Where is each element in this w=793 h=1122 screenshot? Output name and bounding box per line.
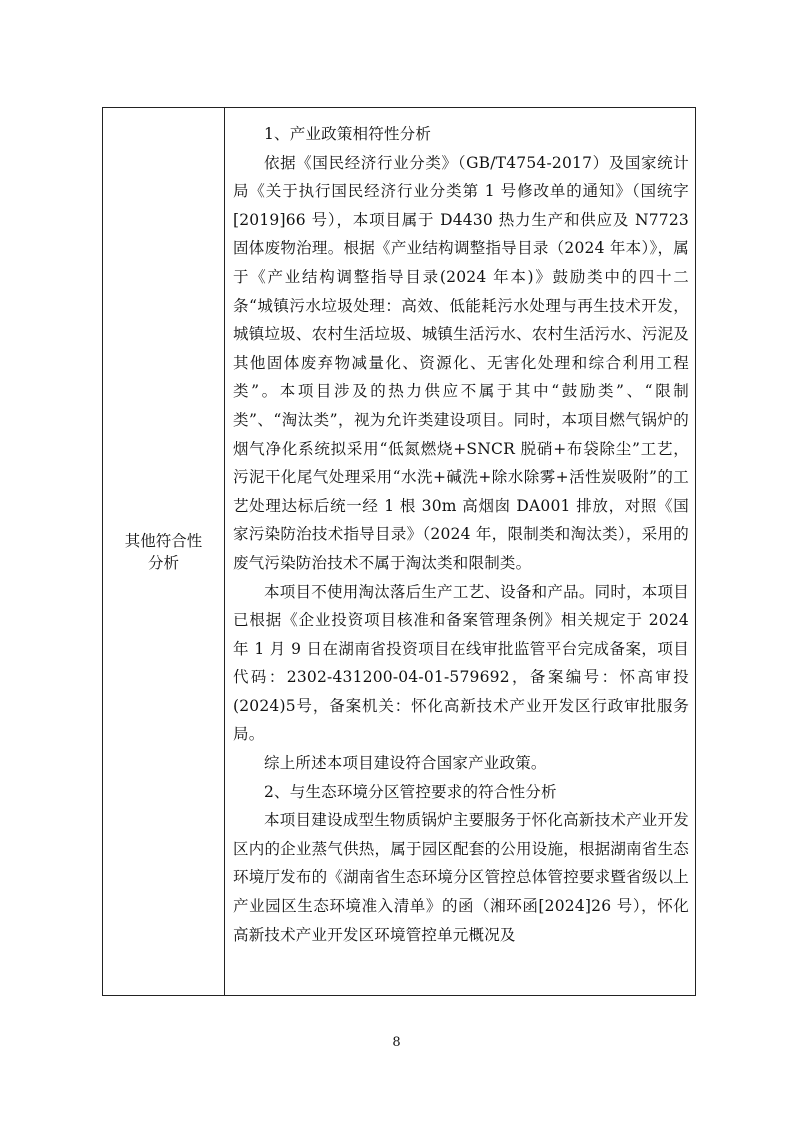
column-divider [224, 108, 225, 995]
section-heading-industrial-policy: 1、产业政策相符性分析 [264, 125, 432, 143]
paragraph-conclusion: 综上所述本项目建设符合国家产业政策。 [264, 754, 547, 773]
paragraph-ecological-zoning: 本项目建设成型生物质锅炉主要服务于怀化高新技术产业开发区内的企业蒸气供热，属于园区配套的公用设施，根据湖南省生态环境厅发布的《湖南省生态环境分区管控总体管控要求暨省级以上产业园区生态环境准入清单》的函（湘环函[2024]26 号），怀化高新技术产业开发区环境管控单元概况及 [233, 811, 689, 944]
content-table [102, 107, 696, 996]
row-header-line2: 分析 [147, 553, 179, 572]
row-header-cell [103, 108, 224, 995]
row-header-line1: 其他符合性 [124, 531, 203, 550]
paragraph-filing-info: 本项目不使用淘汰落后生产工艺、设备和产品。同时，本项目已根据《企业投资项目核准和备案管理条例》相关规定于 2024 年 1 月 9 日在湖南省投资项目在线审批监管平台完成备案，项目代码：2302-431200-04-01-579692，备案编号：怀高审投(2024)5号，备案机关：怀化高新技术产业开发区行政审批服务局。 [233, 582, 689, 744]
section-heading-ecological-zoning: 2、与生态环境分区管控要求的符合性分析 [264, 782, 557, 801]
paragraph-industry-classification: 依据《国民经济行业分类》（GB/T4754-2017）及国家统计局《关于执行国民经济行业分类第 1 号修改单的通知》（国统字[2019]66 号），本项目属于 D4430 热力生产和供应及 N7723 固体废物治理。根据《产业结构调整指导目录（2024 年本）》，属于《产业结构调整指导目录(2024 年本)》鼓励类中的四十二条“城镇污水垃圾处理：高效、低能耗污水处理与再生技术开发，城镇垃圾、农村生活垃圾、城镇生活污水、农村生活污水、污泥及其他固体废弃物减量化、资源化、无害化处理和综合利用工程类”。本项目涉及的热力供应不属于其中“鼓励类”、“限制类”、“淘汰类”，视为允许类建设项目。同时，本项目燃气锅炉的烟气净化系统拟采用“低氮燃烧+SNCR 脱硝+布袋除尘”工艺，污泥干化尾气处理采用“水洗+碱洗+除水除雾+活性炭吸附”的工艺处理达标后统一经 1 根 30m 高烟囱 DA001 排放，对照《国家污染防治技术指导目录》（2024 年，限制类和淘汰类），采用的废气污染防治技术不属于淘汰类和限制类。 [233, 153, 689, 572]
content-cell [233, 120, 689, 949]
page-number: 8 [392, 1035, 401, 1050]
